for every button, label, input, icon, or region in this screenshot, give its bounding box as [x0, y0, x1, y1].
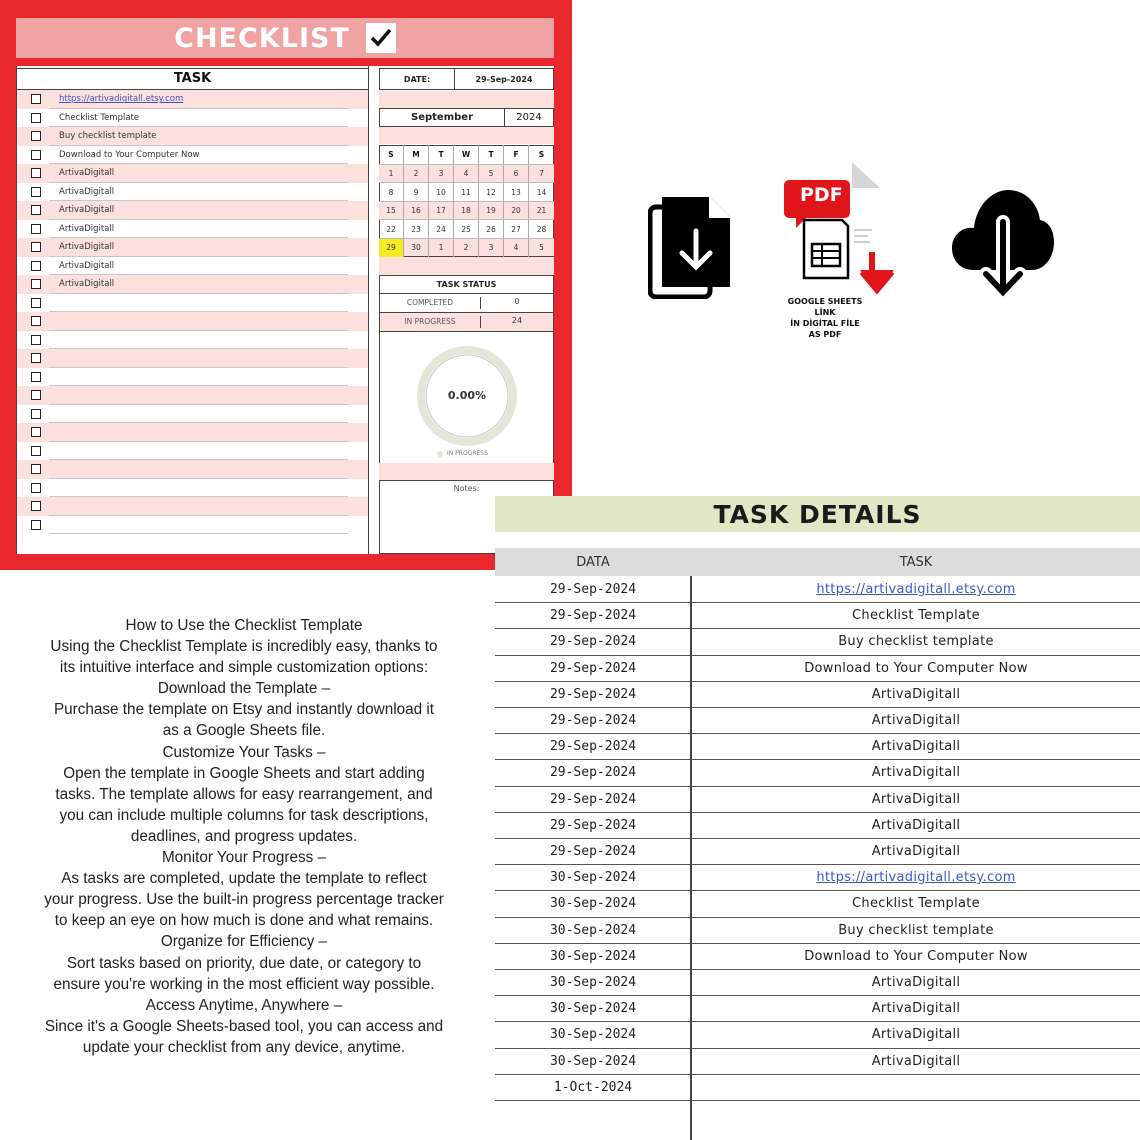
task-row	[17, 405, 368, 424]
calendar-row	[379, 201, 554, 220]
calendar-day[interactable]: 2	[404, 165, 429, 184]
column-header-data[interactable]: DATA	[576, 555, 610, 570]
task-checkbox[interactable]	[31, 501, 41, 511]
cell-task: ArtivaDigitall	[871, 844, 961, 859]
cell-date: 30-Sep-2024	[549, 1053, 637, 1069]
in-progress-label: IN PROGRESS	[404, 317, 456, 326]
description-line: Organize for Efficiency –	[160, 933, 328, 951]
task-text: Download to Your Computer Now	[59, 149, 200, 160]
date-label: DATE:	[379, 68, 455, 90]
cell-date: 30-Sep-2024	[549, 975, 637, 990]
calendar-day[interactable]: 5	[539, 243, 544, 253]
calendar-day[interactable]: 3	[429, 165, 454, 184]
task-row	[17, 275, 368, 294]
description-line: its intuitive interface and simple customization options:	[59, 659, 429, 677]
task-text[interactable]: https://artivadigitall.etsy.com	[59, 94, 184, 105]
calendar-day[interactable]: 30	[404, 239, 429, 258]
calendar-day[interactable]: 22	[379, 220, 404, 239]
table-row	[495, 656, 1140, 682]
month-label[interactable]: September	[379, 108, 505, 127]
cell-date: 29-Sep-2024	[549, 739, 637, 755]
task-checkbox[interactable]	[31, 464, 41, 474]
description-line: Monitor Your Progress –	[161, 849, 327, 867]
calendar-day[interactable]: 1	[429, 239, 454, 258]
stripe	[379, 257, 554, 275]
table-row	[495, 603, 1140, 629]
cell-task: Buy checklist template	[838, 634, 994, 650]
year-label[interactable]: 2024	[504, 108, 554, 127]
task-row	[17, 146, 368, 165]
table-row	[495, 813, 1140, 839]
cell-date: 1-Oct-2024	[553, 1079, 633, 1095]
calendar-day[interactable]: 13	[504, 183, 529, 202]
task-row	[17, 90, 368, 109]
checklist-title: CHECKLIST	[174, 22, 350, 54]
cell-task: Download to Your Computer Now	[804, 660, 1028, 676]
task-row	[17, 516, 368, 535]
task-checkbox[interactable]	[31, 483, 41, 493]
calendar-day[interactable]: 16	[404, 202, 429, 221]
calendar-day[interactable]: 14	[536, 187, 547, 197]
table-row	[495, 708, 1140, 734]
table-row	[495, 760, 1140, 786]
stripe	[379, 463, 554, 480]
calendar-day[interactable]: 23	[404, 220, 429, 239]
table-row	[495, 970, 1140, 996]
calendar-day[interactable]: 4	[454, 165, 479, 184]
table-row	[495, 1075, 1140, 1101]
task-row	[17, 442, 368, 461]
task-text: Buy checklist template	[59, 131, 157, 142]
checklist-title-bar	[16, 18, 554, 58]
calendar-day[interactable]: 26	[479, 220, 504, 239]
description-line: you can include multiple columns for task descriptions,	[59, 806, 429, 824]
task-checkbox[interactable]	[31, 94, 41, 104]
table-row	[495, 891, 1140, 917]
date-value[interactable]: 29-Sep-2024	[454, 68, 554, 90]
table-row	[495, 944, 1140, 970]
description-line: to keep an eye on how much is done and what remains.	[54, 912, 434, 930]
cell-date: 29-Sep-2024	[549, 791, 637, 807]
task-row	[17, 238, 368, 257]
caption-line: AS PDF	[808, 330, 842, 339]
task-text: Checklist Template	[59, 112, 140, 123]
cell-date: 29-Sep-2024	[549, 634, 637, 650]
table-row	[495, 577, 1140, 603]
progress-legend	[437, 450, 507, 457]
notes-label: Notes:	[453, 484, 480, 493]
calendar-day[interactable]: 20	[504, 202, 529, 221]
weekday-label: W	[454, 145, 479, 164]
calendar-day[interactable]: 12	[479, 183, 504, 202]
task-checkbox[interactable]	[31, 298, 41, 308]
weekday-label: T	[429, 145, 454, 164]
in-progress-value: 24	[480, 316, 553, 328]
task-checkbox[interactable]	[31, 409, 41, 419]
task-row	[17, 497, 368, 516]
table-row	[495, 1101, 1140, 1127]
calendar-row	[379, 164, 554, 183]
column-header-task[interactable]: TASK	[899, 555, 933, 570]
cell-task: Checklist Template	[852, 608, 980, 624]
stripe	[379, 127, 554, 144]
task-row	[17, 294, 368, 313]
calendar-day[interactable]: 4	[504, 239, 529, 258]
task-text: ArtivaDigitall	[59, 242, 115, 253]
task-details-title: TASK DETAILS	[495, 496, 1140, 532]
cell-date: 30-Sep-2024	[549, 1001, 637, 1017]
cell-date: 29-Sep-2024	[549, 608, 637, 624]
task-checkbox[interactable]	[31, 224, 41, 234]
task-checkbox[interactable]	[31, 242, 41, 252]
calendar-day-selected[interactable]: 29	[379, 239, 404, 258]
task-checkbox[interactable]	[31, 279, 41, 289]
description-line: As tasks are completed, update the template to reflect	[61, 870, 427, 888]
task-checkbox[interactable]	[31, 353, 41, 363]
task-checkbox[interactable]	[31, 446, 41, 456]
completed-value: 0	[480, 297, 553, 309]
calendar-day[interactable]: 3	[479, 239, 504, 258]
description-line: tasks. The template allows for easy rearrangement, and	[55, 785, 433, 803]
task-checkbox[interactable]	[31, 520, 41, 530]
cell-date: 30-Sep-2024	[549, 948, 637, 964]
calendar-day[interactable]: 7	[539, 169, 544, 179]
task-row	[17, 423, 368, 442]
task-text: ArtivaDigitall	[59, 168, 115, 179]
cell-date: 30-Sep-2024	[549, 870, 637, 886]
stripe	[379, 91, 554, 108]
cell-date: 30-Sep-2024	[549, 896, 637, 912]
calendar-day[interactable]: 1	[379, 165, 404, 184]
task-row	[17, 312, 368, 331]
legend-label: IN PROGRESS	[447, 450, 488, 457]
cell-task: ArtivaDigitall	[871, 791, 961, 807]
weekday-label: M	[404, 145, 429, 164]
task-status-title: TASK STATUS	[379, 276, 554, 294]
calendar-day[interactable]: 25	[454, 220, 479, 239]
description-line: your progress. Use the built-in progress percentage tracker	[44, 891, 444, 909]
table-row	[495, 682, 1140, 708]
cell-task: ArtivaDigitall	[871, 713, 961, 728]
cell-date: 29-Sep-2024	[549, 713, 637, 728]
table-row	[495, 787, 1140, 813]
task-checkbox[interactable]	[31, 150, 41, 160]
calendar-day[interactable]: 19	[479, 202, 504, 221]
task-row	[17, 479, 368, 498]
task-checkbox[interactable]	[31, 390, 41, 400]
task-text: ArtivaDigitall	[59, 223, 115, 234]
description-line: Purchase the template on Etsy and instantly download it	[53, 701, 435, 719]
calendar-day[interactable]: 11	[454, 183, 479, 202]
task-row	[17, 386, 368, 405]
task-row	[17, 164, 368, 183]
calendar-row	[379, 219, 554, 238]
description-line: Download the Template –	[157, 680, 331, 698]
description-text	[14, 615, 474, 1058]
calendar-row	[379, 182, 554, 201]
calendar-day[interactable]: 28	[536, 224, 547, 234]
completed-row	[380, 294, 553, 313]
pdf-badge-label: PDF	[800, 184, 843, 206]
description-line: Using the Checklist Template is incredibly easy, thanks to	[50, 638, 438, 656]
icon-caption	[770, 296, 880, 340]
task-checkbox[interactable]	[31, 372, 41, 382]
task-checkbox[interactable]	[31, 187, 41, 197]
table-row	[495, 734, 1140, 760]
task-row	[17, 201, 368, 220]
cell-date: 29-Sep-2024	[549, 844, 637, 859]
caption-line: GOOGLE SHEETS	[787, 297, 863, 306]
cell-date: 29-Sep-2024	[549, 582, 637, 597]
cell-task: ArtivaDigitall	[871, 1053, 961, 1069]
task-row	[17, 460, 368, 479]
task-checkbox[interactable]	[31, 427, 41, 437]
task-row	[17, 349, 368, 368]
caption-line: İN DİGİTAL FİLE	[790, 319, 860, 328]
task-checkbox[interactable]	[31, 205, 41, 215]
task-checkbox[interactable]	[31, 261, 41, 271]
task-row	[17, 109, 368, 128]
cell-date: 29-Sep-2024	[549, 817, 637, 833]
cell-date: 29-Sep-2024	[549, 686, 637, 702]
cell-date: 29-Sep-2024	[549, 765, 637, 781]
task-row	[17, 127, 368, 146]
legend-dot-icon	[437, 451, 443, 457]
completed-label: COMPLETED	[406, 298, 454, 307]
calendar-day[interactable]: 24	[429, 220, 454, 239]
task-text: ArtivaDigitall	[59, 260, 115, 271]
task-details-header	[495, 548, 1140, 576]
calendar-row	[379, 145, 554, 164]
weekday-label: S	[538, 149, 545, 159]
cell-task: Download to Your Computer Now	[804, 948, 1028, 964]
table-row	[495, 1049, 1140, 1075]
cell-task[interactable]: https://artivadigitall.etsy.com	[816, 582, 1016, 597]
task-row	[17, 257, 368, 276]
calendar-day[interactable]: 2	[454, 239, 479, 258]
cell-date: 29-Sep-2024	[549, 660, 637, 676]
task-text: ArtivaDigitall	[59, 279, 115, 290]
cloud-download-icon	[950, 188, 1056, 300]
description-line: How to Use the Checklist Template	[125, 617, 363, 634]
pdf-sheets-icon	[782, 160, 900, 300]
cell-task: Buy checklist template	[838, 922, 994, 938]
cell-task: ArtivaDigitall	[871, 975, 961, 990]
calendar-day[interactable]: 5	[479, 165, 504, 184]
task-checkbox[interactable]	[31, 113, 41, 123]
description-line: Access Anytime, Anywhere –	[145, 996, 343, 1014]
table-row	[495, 1022, 1140, 1048]
task-checkbox[interactable]	[31, 316, 41, 326]
description-line: deadlines, and progress updates.	[130, 827, 358, 845]
task-header: TASK	[16, 68, 369, 90]
cell-task: ArtivaDigitall	[871, 1001, 961, 1017]
calendar-day[interactable]: 10	[429, 183, 454, 202]
cell-task: ArtivaDigitall	[871, 817, 961, 833]
caption-line: LİNK	[814, 308, 836, 317]
calendar-row	[379, 238, 554, 257]
task-row	[17, 331, 368, 350]
calendar-day[interactable]: 18	[454, 202, 479, 221]
description-line: Open the template in Google Sheets and start adding	[63, 764, 425, 782]
task-text: ArtivaDigitall	[59, 205, 115, 216]
description-line: Customize Your Tasks –	[162, 743, 326, 761]
weekday-label: F	[504, 145, 529, 164]
weekday-label: T	[479, 145, 504, 164]
task-row	[17, 368, 368, 387]
checkmark-icon	[366, 23, 396, 53]
table-row	[495, 996, 1140, 1022]
cell-date: 30-Sep-2024	[549, 1027, 637, 1043]
table-row	[495, 839, 1140, 865]
cell-task: ArtivaDigitall	[871, 1027, 961, 1043]
cell-date: 30-Sep-2024	[549, 922, 637, 938]
cell-task: Checklist Template	[852, 896, 980, 912]
task-row	[17, 183, 368, 202]
description-line: Sort tasks based on priority, due date, or category to	[66, 954, 422, 972]
weekday-label: S	[379, 145, 404, 164]
table-row	[495, 629, 1140, 655]
description-line: update your checklist from any device, anytime.	[82, 1038, 406, 1056]
task-checkbox[interactable]	[31, 131, 41, 141]
description-line: ensure you're working in the most efficient way possible.	[53, 975, 435, 993]
table-row	[495, 918, 1140, 944]
file-download-icon	[648, 195, 732, 299]
calendar-day[interactable]: 6	[504, 165, 529, 184]
cell-task: ArtivaDigitall	[871, 739, 961, 755]
description-line: Since it's a Google Sheets-based tool, you can access and	[44, 1017, 444, 1035]
column-divider	[690, 576, 692, 1140]
task-checkbox[interactable]	[31, 168, 41, 178]
description-line: as a Google Sheets file.	[162, 722, 326, 740]
calendar-day[interactable]: 21	[536, 206, 547, 216]
calendar-day[interactable]: 9	[404, 183, 429, 202]
task-text: ArtivaDigitall	[59, 186, 115, 197]
calendar-day[interactable]: 8	[379, 183, 404, 202]
row-divider	[49, 533, 348, 534]
task-checkbox[interactable]	[31, 335, 41, 345]
task-row	[17, 220, 368, 239]
cell-task: ArtivaDigitall	[871, 765, 961, 781]
progress-percent: 0.00%	[447, 389, 487, 402]
table-row	[495, 865, 1140, 891]
cell-task: ArtivaDigitall	[871, 686, 961, 702]
calendar-day[interactable]: 27	[504, 220, 529, 239]
cell-task[interactable]: https://artivadigitall.etsy.com	[816, 870, 1016, 886]
in-progress-row	[380, 313, 553, 332]
calendar-day[interactable]: 15	[379, 202, 404, 221]
calendar-day[interactable]: 17	[429, 202, 454, 221]
